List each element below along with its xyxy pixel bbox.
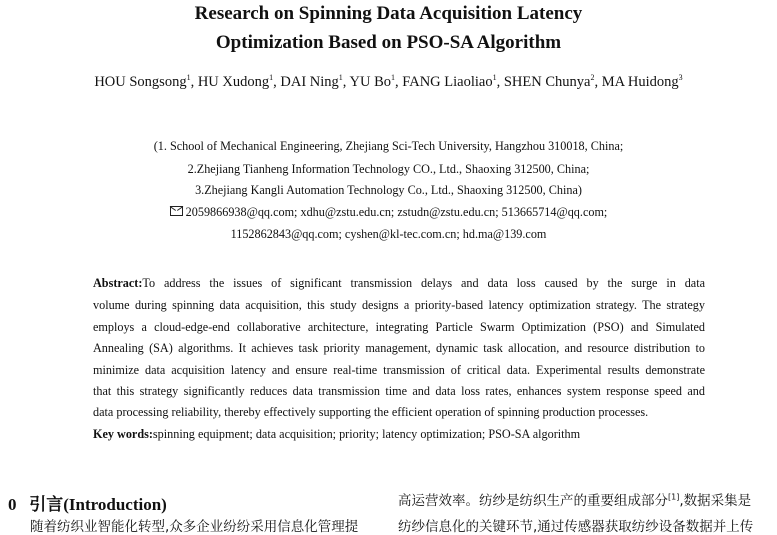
author: MA Huidong$^3$ (601, 73, 683, 90)
abstract-line: Annealing (SA) algorithms. It achieves task priority management, dynamic task allocation, and resource distribution to (93, 341, 705, 355)
emails-1: 2059866938@qq.com; xdhu@zstu.edu.cn; zstudn@zstu.edu.cn; 513665714@qq.com; (185, 205, 608, 219)
citation: [1] (668, 492, 680, 502)
affiliation-marker: 1 (391, 73, 395, 82)
affiliation-marker: 3 (678, 73, 683, 82)
body-text-right-2: 纺纱信息化的关键环节,通过传感器获取纺纱设备数据并上传 (398, 519, 754, 535)
keywords (93, 427, 580, 442)
mail-icon (170, 206, 183, 216)
email-line-2: 1152862843@qq.com; cyshen@kl-tec.com.cn; hd.ma@139.com (230, 227, 547, 241)
paper-title-line-2: Optimization Based on PSO-SA Algorithm (215, 32, 562, 53)
affiliation-marker: 2 (590, 73, 595, 82)
affiliation-marker: 1 (338, 73, 343, 82)
abstract-line: volume during spinning data acquisition, this study designs a priority-based latency optimization strategy. The strategy (93, 298, 705, 312)
section-heading: 0 引言(Introduction) (8, 495, 167, 514)
author: FANG Liaoliao$^1$ (402, 73, 497, 90)
author: DAI Ning$^1$ (280, 73, 343, 90)
affiliation-3: 3.Zhejiang Kangli Automation Technology Co., Ltd., Shaoxing 312500, China) (195, 183, 582, 197)
author: SHEN Chunya$^2$ (503, 73, 595, 90)
affiliation-1: (1. School of Mechanical Engineering, Zhejiang Sci-Tech University, Hangzhou 310018, China; (153, 139, 624, 153)
abstract-label: Abstract: (93, 276, 143, 290)
affiliation-marker: 1 (492, 73, 497, 82)
affiliation-marker: 1 (269, 73, 274, 82)
body-text-right-1: 高运营效率。纺纱是纺织生产的重要组成部分[1],数据采集是 (398, 492, 752, 509)
author: HOU Songsong$^1$ (94, 73, 191, 90)
abstract-line: that this strategy significantly reduces data transmission time and data loss rates, enhances system response speed and (93, 384, 705, 398)
keywords-text: spinning equipment; data acquisition; priority; latency optimization; PSO-SA algorithm (152, 427, 581, 441)
affiliation-2: 2.Zhejiang Tianheng Information Technology CO., Ltd., Shaoxing 312500, China; (187, 162, 590, 176)
abstract-line: data processing reliability, thereby effectively supporting the efficient operation of spinning production processes. (93, 405, 649, 419)
affiliation-marker: 1 (186, 73, 191, 82)
abstract-line: employs a cloud-edge-end collaborative architecture, integrating Particle Swarm Optimization (PSO) and Simulated (93, 320, 705, 334)
body-text-left: 随着纺织业智能化转型,众多企业纷纷采用信息化管理提 (30, 519, 359, 535)
keywords-label: Key words: (93, 427, 153, 441)
author: HU Xudong$^1$ (197, 73, 274, 90)
abstract-line: Abstract:To address the issues of significant transmission delays and data loss caused by the surge in data (93, 276, 705, 290)
author: YU Bo$^1$ (349, 73, 395, 90)
paper-title-line-1: Research on Spinning Data Acquisition Latency (194, 3, 583, 24)
email-line-1 (0, 205, 777, 220)
author-list: HOU Songsong$^1$, HU Xudong$^1$, DAI Ning$^1$, YU Bo$^1$, FANG Liaoliao$^1$, SHEN Chunya$^2$, MA Huidong$^3$ (94, 73, 683, 90)
abstract-line: minimize data acquisition latency and ensure real-time transmission of critical data. Experimental results demonstrate (93, 363, 705, 377)
